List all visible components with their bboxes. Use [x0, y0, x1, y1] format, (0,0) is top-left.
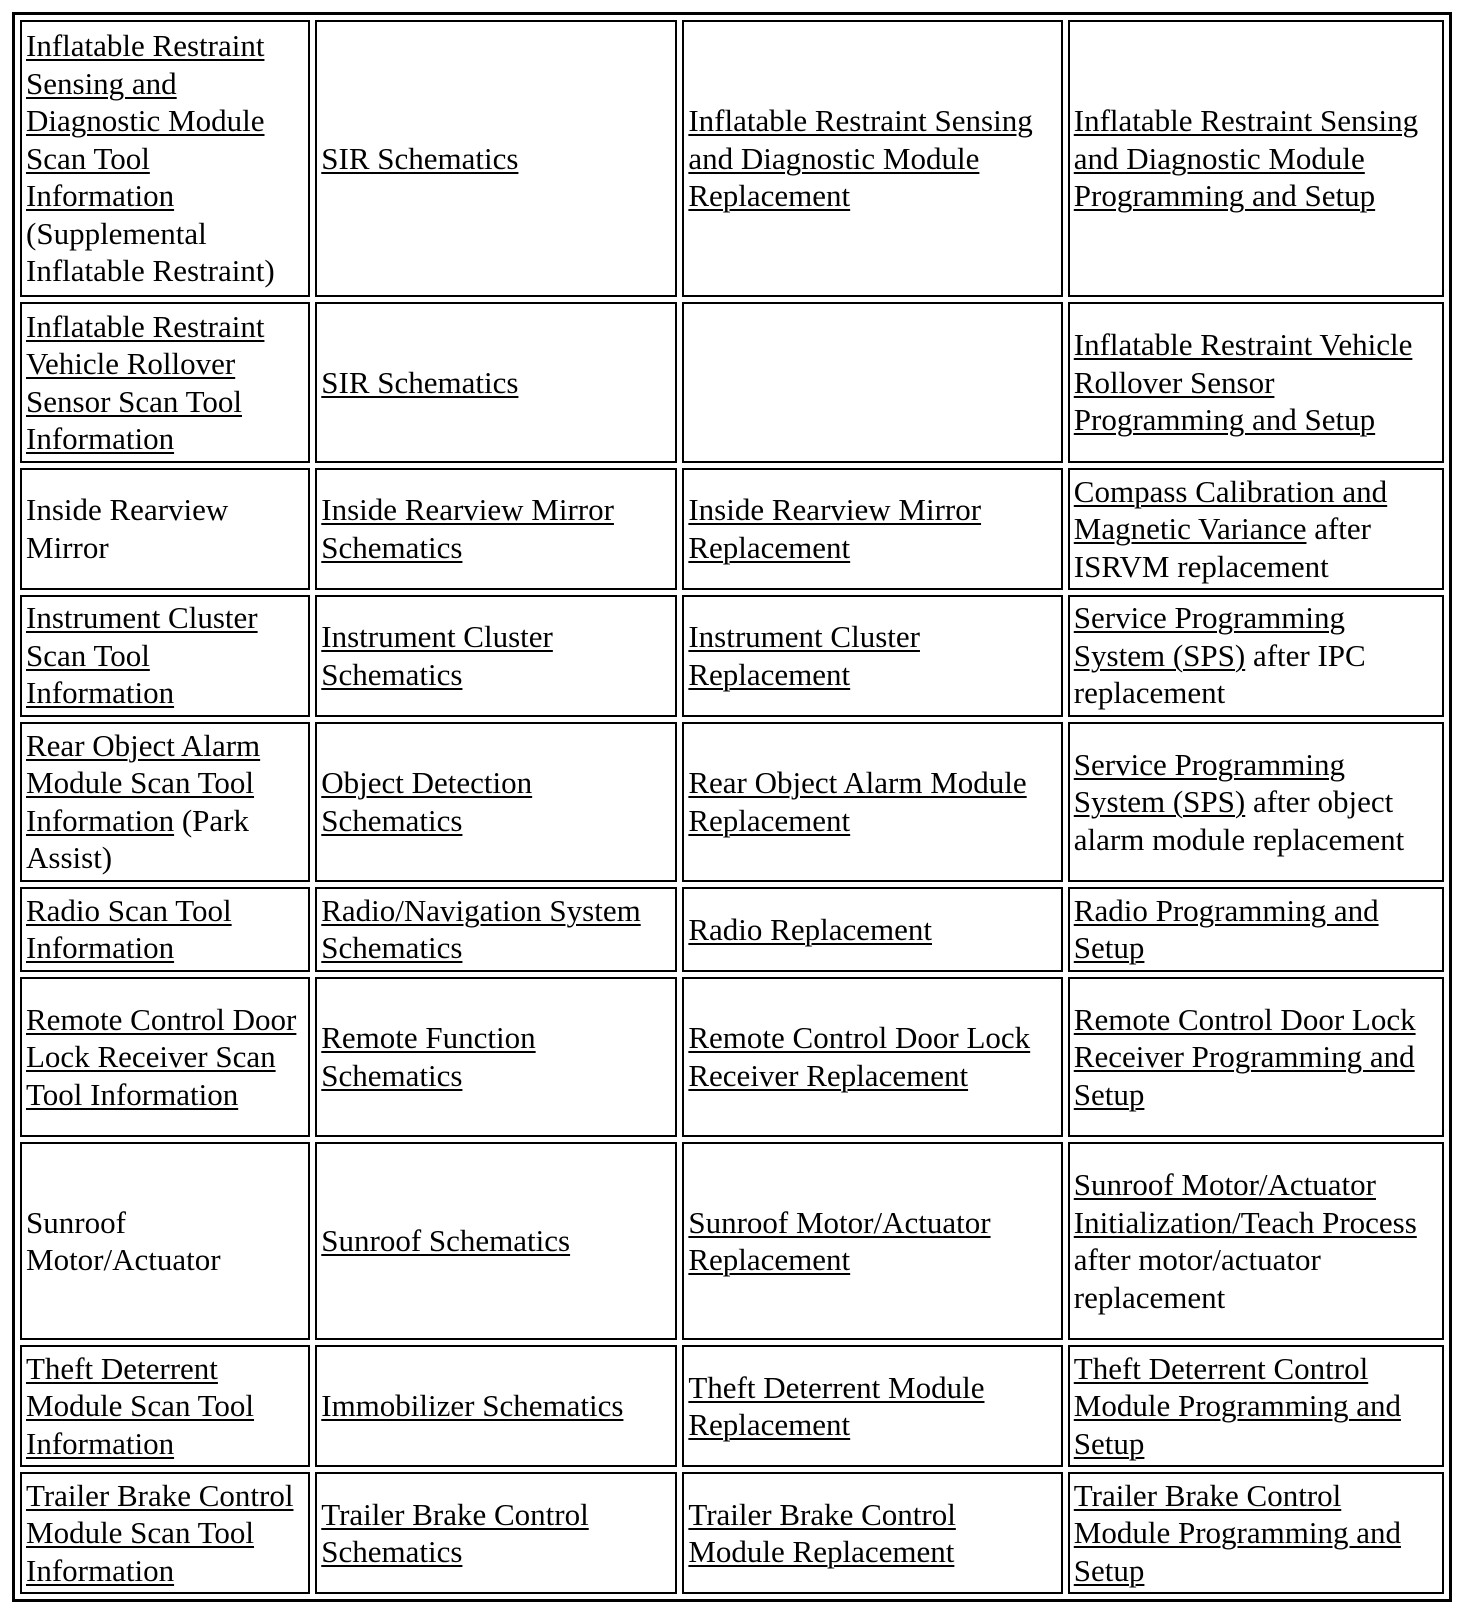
table-cell [682, 1142, 1062, 1340]
table-cell [315, 887, 677, 971]
table-cell [20, 1472, 310, 1594]
schematics-link[interactable]: Inside Rearview Mirror Schematics [321, 492, 614, 565]
table-cell [315, 722, 677, 883]
table-row [20, 302, 1444, 463]
table-cell [1068, 595, 1444, 717]
table-cell [682, 468, 1062, 590]
schematics-link[interactable]: Trailer Brake Control Schematics [321, 1496, 589, 1570]
table-cell [1068, 20, 1444, 297]
programming-setup-link[interactable]: Trailer Brake Control Module Programming and Setup [1073, 1477, 1401, 1588]
schematics-link[interactable]: Radio/Navigation System Schematics [321, 892, 641, 966]
replacement-link[interactable]: Rear Object Alarm Module Replacement [688, 765, 1027, 838]
table-cell [20, 595, 310, 717]
initialization-link[interactable]: Sunroof Motor/Actuator Initialization/Teach Process [1073, 1167, 1417, 1240]
table-cell [682, 977, 1062, 1138]
table-cell [1068, 302, 1444, 463]
programming-setup-link[interactable]: Inflatable Restraint Vehicle Rollover Sensor Programming and Setup [1073, 327, 1413, 438]
table-cell [682, 1345, 1062, 1467]
component-name-text: Sunroof Motor/Actuator [26, 1204, 221, 1278]
programming-setup-link[interactable]: Radio Programming and Setup [1073, 892, 1379, 966]
table-row [20, 1345, 1444, 1467]
cell-note-text: after IPC replacement [1073, 637, 1366, 711]
table-cell [20, 1345, 310, 1467]
table-cell [20, 887, 310, 971]
schematics-link[interactable]: Object Detection Schematics [321, 765, 533, 838]
table-cell [315, 1142, 677, 1340]
table-row [20, 722, 1444, 883]
schematics-link[interactable]: SIR Schematics [321, 364, 519, 400]
table-cell [1068, 1472, 1444, 1594]
table-cell [20, 468, 310, 590]
replacement-link[interactable]: Trailer Brake Control Module Replacement [688, 1496, 956, 1570]
scan-tool-info-link[interactable]: Trailer Brake Control Module Scan Tool Information [26, 1477, 294, 1588]
component-name-text: Inside Rearview Mirror [26, 492, 229, 565]
replacement-link[interactable]: Sunroof Motor/Actuator Replacement [688, 1204, 991, 1278]
cell-note-text: after motor/actuator replacement [1073, 1242, 1321, 1315]
schematics-link[interactable]: Instrument Cluster Schematics [321, 619, 553, 692]
table-cell [315, 595, 677, 717]
table-row [20, 468, 1444, 590]
table-cell-empty [682, 302, 1062, 463]
table-row [20, 887, 1444, 971]
table-row [20, 20, 1444, 297]
table-cell [20, 1142, 310, 1340]
schematics-link[interactable]: Remote Function Schematics [321, 1020, 536, 1093]
table-cell [1068, 1142, 1444, 1340]
schematics-link[interactable]: Immobilizer Schematics [321, 1388, 624, 1424]
cell-note-text: after ISRVM replacement [1073, 511, 1371, 584]
table-cell [315, 1472, 677, 1594]
cell-note-text: (Supplemental Inflatable Restraint) [26, 215, 275, 289]
scan-tool-info-link[interactable]: Inflatable Restraint Vehicle Rollover Sensor Scan Tool Information [26, 308, 265, 457]
replacement-link[interactable]: Remote Control Door Lock Receiver Replacement [688, 1020, 1031, 1093]
calibration-link[interactable]: Compass Calibration and Magnetic Variance [1073, 473, 1388, 547]
table-cell [20, 20, 310, 297]
programming-setup-link[interactable]: Inflatable Restraint Sensing and Diagnostic Module Programming and Setup [1073, 103, 1419, 214]
cell-note-text: (Park Assist) [26, 802, 249, 876]
scan-tool-info-link[interactable]: Radio Scan Tool Information [26, 892, 232, 966]
cell-note-text: after object alarm module replacement [1073, 784, 1405, 857]
table-cell [315, 20, 677, 297]
table-cell [682, 20, 1062, 297]
programming-setup-link[interactable]: Remote Control Door Lock Receiver Programming and Setup [1073, 1001, 1416, 1112]
table-cell [682, 595, 1062, 717]
schematics-link[interactable]: SIR Schematics [321, 140, 519, 176]
reference-table [12, 12, 1452, 1602]
schematics-link[interactable]: Sunroof Schematics [321, 1223, 571, 1259]
reference-table-grid [15, 15, 1449, 1599]
replacement-link[interactable]: Instrument Cluster Replacement [688, 619, 920, 692]
table-cell [20, 977, 310, 1138]
table-cell [682, 1472, 1062, 1594]
table-cell [682, 722, 1062, 883]
scan-tool-info-link[interactable]: Rear Object Alarm Module Scan Tool Information [26, 727, 261, 838]
replacement-link[interactable]: Radio Replacement [688, 911, 932, 947]
scan-tool-info-link[interactable]: Theft Deterrent Module Scan Tool Information [26, 1350, 255, 1461]
table-cell [1068, 887, 1444, 971]
table-cell [20, 722, 310, 883]
table-cell [1068, 1345, 1444, 1467]
scan-tool-info-link[interactable]: Instrument Cluster Scan Tool Information [26, 600, 258, 711]
table-row [20, 1472, 1444, 1594]
table-cell [20, 302, 310, 463]
programming-setup-link[interactable]: Theft Deterrent Control Module Programming and Setup [1073, 1350, 1401, 1461]
table-cell [682, 887, 1062, 971]
replacement-link[interactable]: Inside Rearview Mirror Replacement [688, 492, 982, 565]
replacement-link[interactable]: Theft Deterrent Module Replacement [688, 1369, 985, 1443]
sps-link[interactable]: Service Programming System (SPS) [1073, 746, 1345, 820]
table-cell [315, 977, 677, 1138]
table-cell [315, 302, 677, 463]
table-cell [315, 1345, 677, 1467]
table-cell [1068, 468, 1444, 590]
table-cell [315, 468, 677, 590]
table-row [20, 595, 1444, 717]
table-row [20, 1142, 1444, 1340]
replacement-link[interactable]: Inflatable Restraint Sensing and Diagnostic Module Replacement [688, 103, 1033, 214]
table-row [20, 977, 1444, 1138]
table-cell [1068, 977, 1444, 1138]
sps-link[interactable]: Service Programming System (SPS) [1073, 600, 1345, 673]
table-cell [1068, 722, 1444, 883]
scan-tool-info-link[interactable]: Remote Control Door Lock Receiver Scan Tool Information [26, 1001, 297, 1112]
scan-tool-info-link[interactable]: Inflatable Restraint Sensing and Diagnostic Module Scan Tool Information [26, 28, 265, 214]
